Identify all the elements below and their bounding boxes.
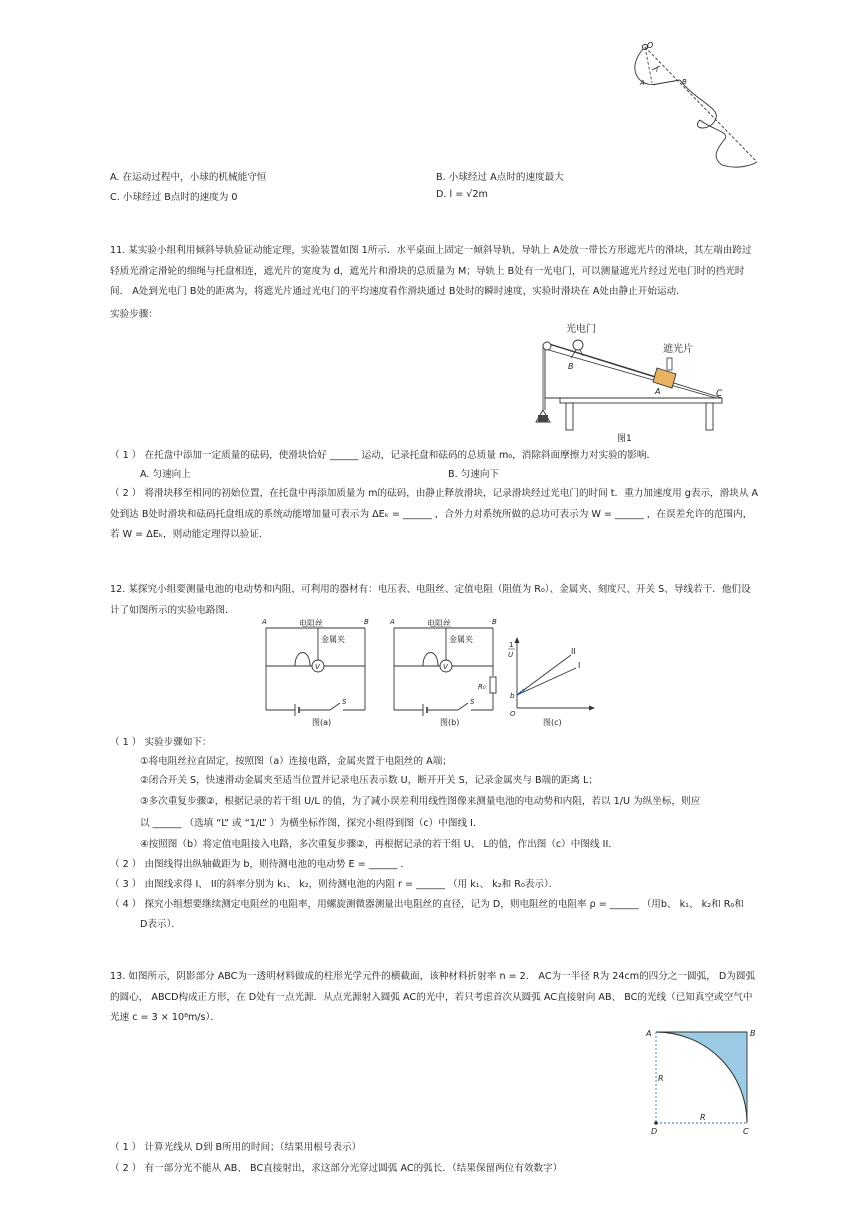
- q13-stem: 13. 如图所示，阴影部分 ABC为一透明材料做成的柱形光学元件的横截面，该种材料折射率 n = 2． AC为一半径 R为 24cm的四分之一圆弧， D为圆弧的圆心， ABCD构成正方形，在 D处有一点光源．从点光源射入圆弧 AC的光中，若只考虑首次从圆弧 AC直接射向 AB、 BC的光线（已知真空或空气中光速 c = 3 × 10⁸m/s）．: [110, 971, 756, 1023]
- q10-fig-label-o: O: [647, 41, 654, 50]
- q12-part2: （ 2 ） 由图线得出纵轴截距为 b，则待测电池的电动势 E = ______ ．: [110, 859, 411, 870]
- q12-part1: （ 1 ） 实验步骤如下：: [110, 737, 212, 748]
- q12-a-label-b: B: [364, 618, 369, 626]
- q11-part2: （ 2 ） 将滑块移至相同的初始位置，在托盘中再添加质量为 m的砝码，由静止释放滑块，记录滑块经过光电门的时间 t．重力加速度用 g表示，滑块从 A处到达 B处时滑块和砝码托盘组成的系统动能增加量可表示为 ΔEₖ = ______ ，合外力对系统所做的总功可表示为 W = ______ ，在误差允许的范围内，若 W = ΔEₖ，则动能定理得以验证．: [110, 488, 759, 540]
- q12-part4-cont: D表示）．: [140, 919, 181, 930]
- q13-fig-label-r-horizontal: R: [700, 1113, 706, 1122]
- q10-option-c[interactable]: C. 小球经过 B点时的速度为 0: [110, 192, 238, 203]
- q12-a-v-label: V: [315, 663, 320, 671]
- q11-fig-shade-label: 遮光片: [663, 344, 693, 355]
- q12-c-ylabel-num: 1: [509, 641, 514, 649]
- q11-fig-label-c: C: [716, 389, 723, 399]
- q12-c-ylabel-den: U: [508, 651, 514, 659]
- q12-b-wire-label: 电阻丝: [427, 619, 451, 628]
- q10-option-d[interactable]: D. l = √2m: [436, 189, 488, 200]
- q12-stem: 12. 某探究小组要测量电池的电动势和内阻，可利用的器材有：电压表、电阻丝、定值电阻（阻值为 R₀）、金属夹、刻度尺、开关 S、导线若干．他们设计了如图所示的实验电路图．: [110, 584, 751, 616]
- q12-c-line1-label: I: [578, 661, 581, 670]
- q12-c-line2-label: II: [571, 647, 576, 656]
- q12-step2: ②闭合开关 S，快速滑动金属夹至适当位置并记录电压表示数 U，断开开关 S，记录金属夹与 B端的距离 L；: [140, 775, 598, 786]
- q12-step1: ①将电阻丝拉直固定，按照图（a）连接电路，金属夹置于电阻丝的 A端；: [140, 756, 452, 767]
- q13-part1: （ 1 ） 计算光线从 D到 B所用的时间；（结果用根号表示）: [110, 1142, 362, 1153]
- q12-c-caption: 图(c): [543, 718, 562, 727]
- q12-step3-cont: 以 ______ （选填 “L” 或 “1/L” ）为横坐标作图，探究小组得到图（c）中图线 I．: [140, 818, 483, 829]
- q12-a-label-a: A: [262, 618, 267, 626]
- q12-b-label-b: B: [492, 618, 497, 626]
- q11-fig-gate-label: 光电门: [566, 324, 596, 335]
- q12-b-clip-label: 金属夹: [449, 635, 473, 644]
- q10-fig-label-b: B: [682, 78, 687, 86]
- q10-option-a[interactable]: A. 在运动过程中，小球的机械能守恒: [110, 172, 267, 183]
- q12-step3: ③多次重复步骤②，根据记录的若干组 U/L 的值，为了减小误差利用线性图像来测量电池的电动势和内阻，若以 1/U 为纵坐标，则应: [140, 796, 701, 807]
- q10-fig-label-a: A: [640, 79, 645, 87]
- q12-b-caption: 图(b): [440, 718, 460, 727]
- q11-option-b[interactable]: B. 匀速向下: [448, 469, 500, 480]
- q12-b-v-label: V: [443, 663, 448, 671]
- q12-c-origin-label: O: [510, 710, 516, 718]
- q11-fig-label-a: A: [655, 387, 661, 396]
- q11-fig-caption: 图1: [617, 434, 632, 444]
- q12-b-r0-label: R₀: [478, 683, 486, 691]
- q13-part2: （ 2 ） 有一部分光不能从 AB、 BC直接射出，求这部分光穿过圆弧 AC的弧长．（结果保留两位有效数字）: [110, 1163, 563, 1174]
- q13-fig-label-c: C: [743, 1127, 749, 1136]
- q12-part3: （ 3 ） 由图线求得 I、 II的斜率分别为 k₁、 k₂，则待测电池的内阻 r = ______ （用 k₁、 k₂和 R₀表示）．: [110, 879, 559, 890]
- q12-a-caption: 图(a): [312, 718, 332, 727]
- q12-a-clip-label: 金属夹: [321, 635, 345, 644]
- q13-fig-label-a: A: [646, 1029, 652, 1038]
- q11-part1: （ 1 ） 在托盘中添加一定质量的砝码，使滑块恰好 ______ 运动，记录托盘和砝码的总质量 m₀，消除斜面摩擦力对实验的影响．: [110, 450, 657, 461]
- q12-a-s-label: S: [342, 698, 347, 706]
- q11-steps-label: 实验步骤：: [110, 309, 158, 320]
- q12-step4: ④按照图（b）将定值电阻接入电路，多次重复步骤②，再根据记录的若干组 U、 L的值，作出图（c）中图线 II．: [140, 839, 618, 850]
- q12-b-label-a: A: [390, 618, 395, 626]
- q12-c-b-label: b: [510, 692, 515, 700]
- q12-b-s-label: S: [470, 698, 475, 706]
- q12-part4: （ 4 ） 探究小组想要继续测定电阻丝的电阻率，用螺旋测微器测量出电阻丝的直径，记为 D，则电阻丝的电阻率 ρ = ______ （用b、 k₁、 k₂和 R₀和: [110, 899, 744, 910]
- q10-option-b[interactable]: B. 小球经过 A点时的速度最大: [436, 172, 564, 183]
- q11-fig-label-b: B: [568, 362, 574, 371]
- q12-a-wire-label: 电阻丝: [299, 619, 323, 628]
- q13-fig-label-d: D: [651, 1127, 658, 1136]
- q11-stem: 11. 某实验小组利用倾斜导轨验证动能定理，实验装置如图 1所示．水平桌面上固定一倾斜导轨，导轨上 A处放一带长方形遮光片的滑块，其左端由跨过轻质光滑定滑轮的细绳与托盘相连，遮光片的宽度为 d，遮光片和滑块的总质量为 M；导轨上 B处有一光电门，可以测量遮光片经过光电门时的挡光时间． A处到光电门 B处的距离为，将遮光片通过光电门的平均速度看作滑块通过 B处时的瞬时速度，实验时滑块在 A处由静止开始运动．: [110, 245, 752, 297]
- q13-fig-label-b: B: [750, 1029, 756, 1038]
- q11-option-a[interactable]: A. 匀速向上: [140, 469, 191, 480]
- q13-fig-label-r-vertical: R: [658, 1074, 664, 1083]
- q10-fig-label-l: l: [656, 66, 658, 74]
